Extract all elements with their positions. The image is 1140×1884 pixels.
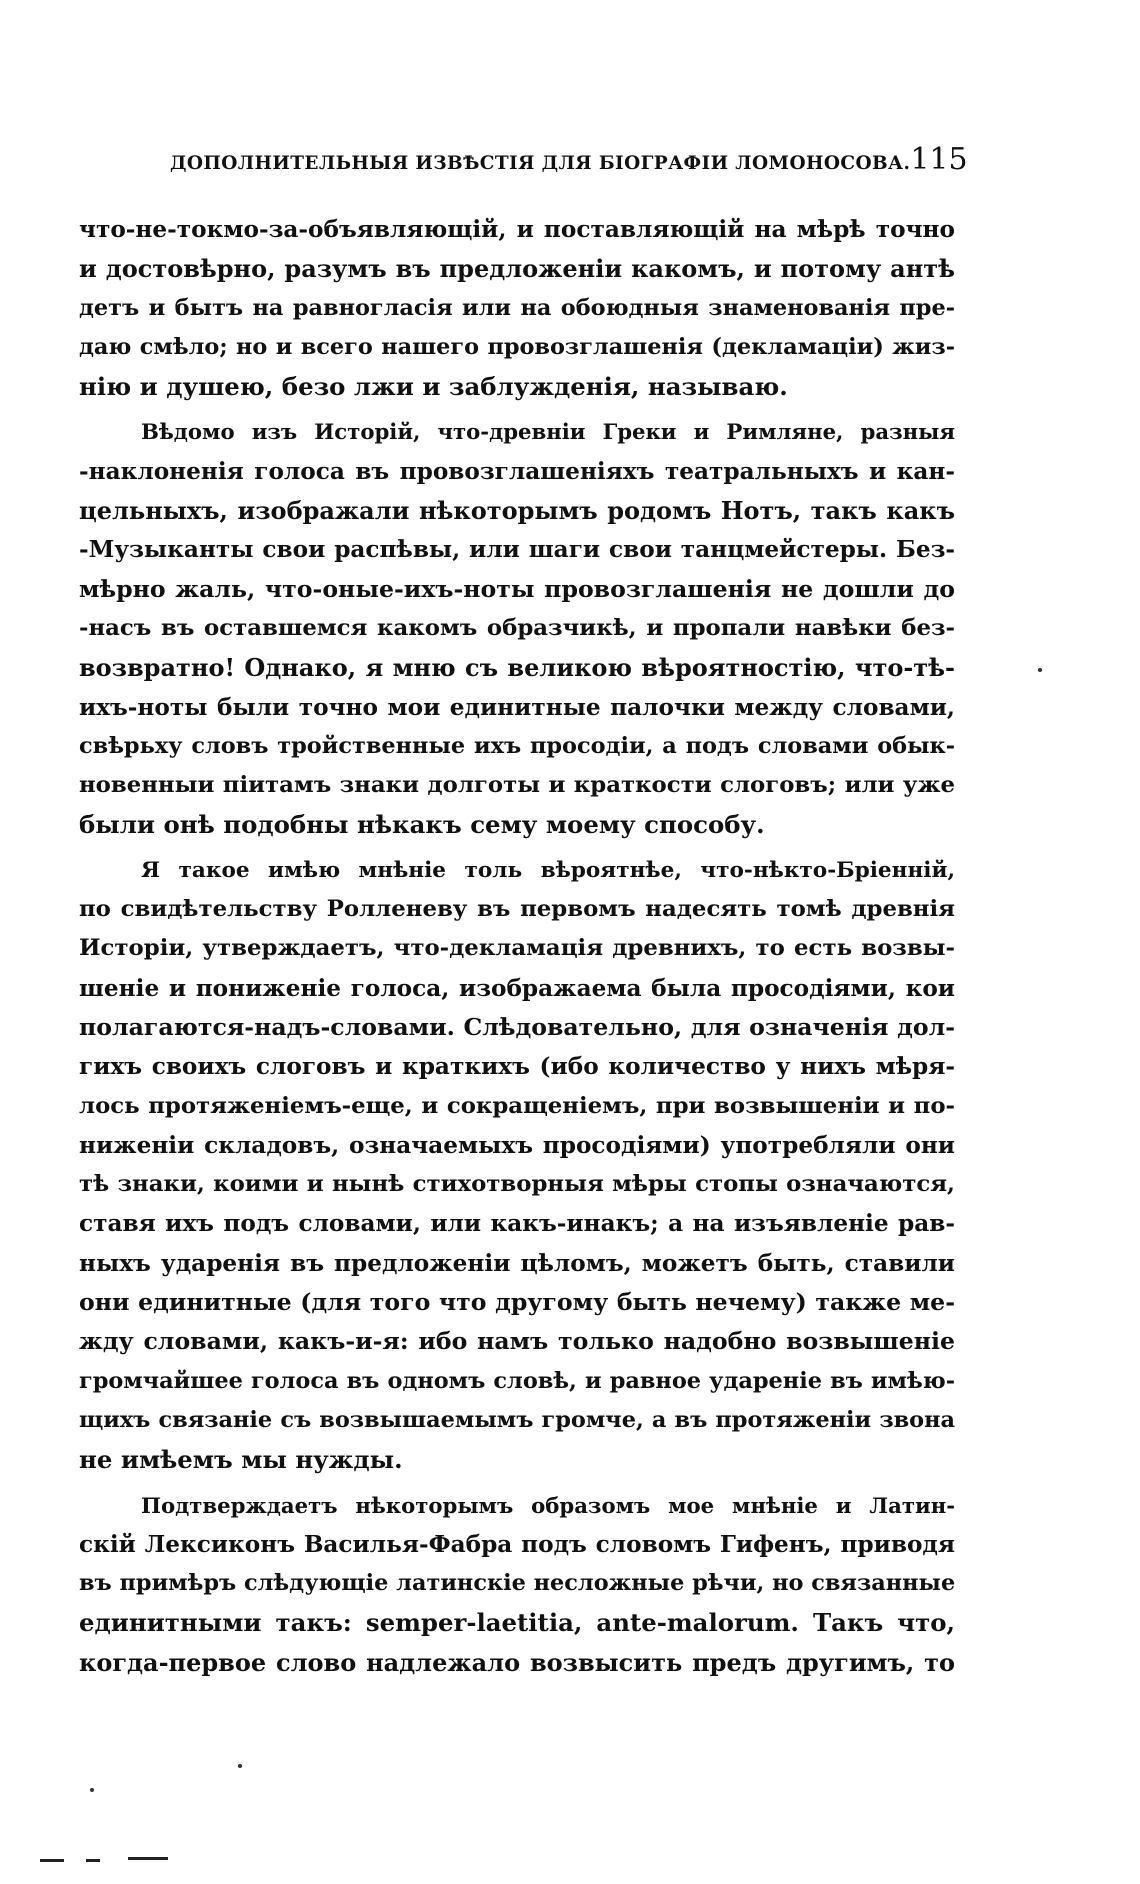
paragraph-1 (79, 210, 955, 406)
text-line: шеніе и пониженіе голоса, изображаема была просодіями, кои (79, 974, 955, 1002)
text-line: скій Лексиконъ Василья-Фабра подъ словомъ Гифенъ, приводя (79, 1530, 955, 1558)
footer-rule (86, 1859, 100, 1862)
paragraph-2 (79, 412, 955, 844)
footer-rule (128, 1857, 168, 1860)
margin-speck (238, 1764, 242, 1768)
text-line: ниженіи складовъ, означаемыхъ просодіями) употребляли они (79, 1131, 955, 1159)
text-line: нію и душею, безо лжи и заблужденія, называю. (79, 372, 788, 402)
text-line: тѣ знаки, коими и нынѣ стихотворныя мѣры стопы означаются, (79, 1171, 955, 1198)
footer-rule (40, 1859, 64, 1862)
text-line: ныхъ ударенія въ предложеніи цѣломъ, можетъ быть, ставили (79, 1249, 955, 1277)
text-line: когда-первое слово надлежало возвысить предъ другимъ, то (79, 1647, 955, 1677)
text-line: жду словами, какъ-и-я: ибо намъ только надобно возвышеніе (79, 1327, 955, 1356)
text-line: единитными такъ: semper-laetitia, ante-malorum. Такъ что, (79, 1608, 955, 1638)
running-head (170, 142, 968, 182)
text-line: -Музыканты свои распѣвы, или шаги свои танцмейстеры. Без- (79, 536, 955, 564)
text-line: щихъ связаніе съ возвышаемымъ громче, а въ протяженіи звона (79, 1406, 955, 1433)
text-line: гихъ своихъ слоговъ и краткихъ (ибо количество у нихъ мѣря- (79, 1053, 955, 1081)
paragraph-4 (79, 1486, 955, 1682)
text-line: даю смѣло; но и всего нашего провозглашенія (декламаціи) жиз- (79, 333, 955, 360)
margin-speck (1038, 668, 1042, 672)
text-line: полагаются-надъ-словами. Слѣдовательно, для означенія дол- (79, 1012, 955, 1041)
text-line: возвратно! Однако, я мню съ великою вѣроятностію, что-тѣ- (79, 653, 955, 683)
running-title: ДОПОЛНИТЕЛЬНЫЯ ИЗВѢСТІЯ ДЛЯ БІОГРАФІИ ЛОМОНОСОВА. (170, 153, 911, 174)
text-line: детъ и бытъ на равногласія или на обоюдныя знаменованія пре- (79, 294, 955, 321)
text-line: и достовѣрно, разумъ въ предложеніи какомъ, и потому антѣ (79, 254, 955, 284)
page-number: 115 (910, 142, 968, 177)
text-line: ставя ихъ подъ словами, или какъ-инакъ; а на изъявленіе рав- (79, 1210, 955, 1238)
text-line: -насъ въ оставшемся какомъ образчикѣ, и пропали навѣки без- (79, 614, 955, 641)
text-line: цельныхъ, изображали нѣкоторымъ родомъ Нотъ, такъ какъ (79, 496, 955, 526)
text-line: ихъ-ноты были точно мои единитные палочки между словами, (79, 693, 955, 721)
text-line: не имѣемъ мы нужды. (79, 1445, 403, 1475)
text-line: Вѣдомо изъ Исторій, что-древніи Греки и Римляне, разныя (141, 419, 955, 445)
text-line: что-не-токмо-за-объявляющій, и поставляющій на мѣрѣ точно (79, 216, 955, 243)
text-line: мѣрно жаль, что-оные-ихъ-ноты провозглашенія не дошли до (79, 574, 955, 603)
text-line: -наклоненія голоса въ провозглашеніяхъ театральныхъ и кан- (79, 457, 955, 485)
text-line: они единитные (для того что другому быть нечему) также ме- (79, 1288, 955, 1317)
text-line: въ примѣръ слѣдующіе латинскіе несложные рѣчи, но связанные (79, 1570, 956, 1597)
text-line: громчайшее голоса въ одномъ словѣ, и равное удареніе въ имѣю- (79, 1367, 955, 1394)
text-line: были онѣ подобны нѣкакъ сему моему способу. (79, 810, 765, 840)
text-line: Исторіи, утверждаетъ, что-декламація древнихъ, то есть возвы- (79, 935, 955, 962)
text-line: новенныи піитамъ знаки долготы и краткости слоговъ; или уже (79, 772, 955, 799)
text-line: по свидѣтельству Ролленеву въ первомъ надесять томѣ древнія (79, 896, 955, 923)
text-line: свѣрьху словъ тройственные ихъ просодіи, а подъ словами обык- (79, 732, 955, 759)
body-text (79, 210, 955, 1688)
margin-speck (90, 1788, 94, 1792)
text-line: Подтверждаетъ нѣкоторымъ образомъ мое мнѣніе и Латин- (141, 1492, 955, 1518)
text-line: Я такое имѣю мнѣніе толь вѣроятнѣе, что-нѣкто-Бріенній, (141, 857, 955, 883)
paragraph-3 (79, 851, 955, 1480)
text-line: лось протяженіемъ-еще, и сокращеніемъ, при возвышеніи и по- (79, 1092, 955, 1119)
